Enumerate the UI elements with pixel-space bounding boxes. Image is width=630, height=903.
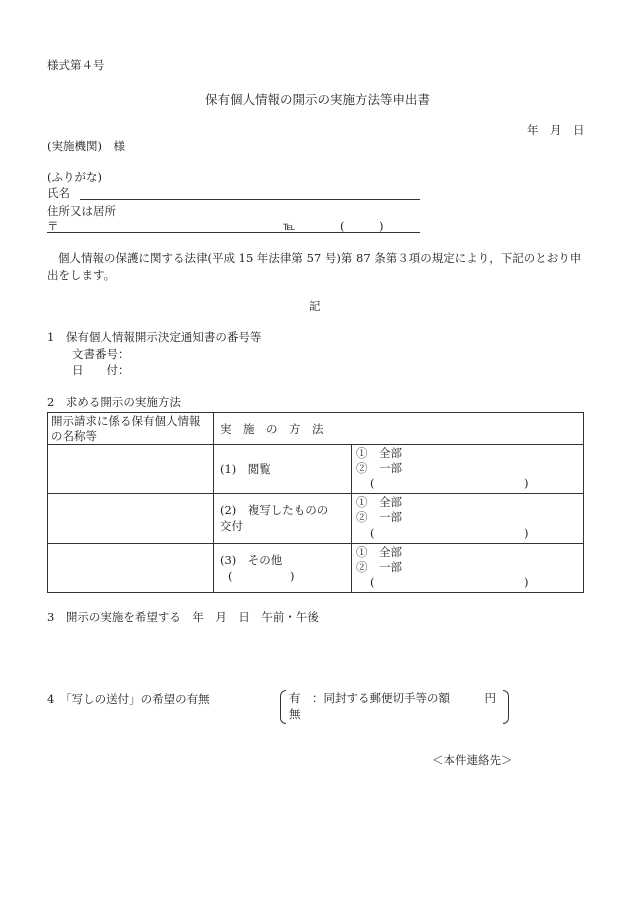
address-label: 住所又は居所 (47, 204, 116, 218)
scope-detail-paren: ( ) (370, 575, 529, 589)
scope-option-part[interactable]: ② 一部 (356, 510, 402, 524)
postage-no-line: 無 (289, 707, 301, 721)
contact-heading: ＜本件連絡先＞ (432, 753, 513, 767)
name-label: 氏名 (47, 186, 70, 200)
section2-title: 2 求める開示の実施方法 (47, 395, 181, 409)
scope-option-part[interactable]: ② 一部 (356, 461, 402, 475)
address-underline (47, 232, 420, 233)
right-bracket (503, 690, 509, 724)
record-name-cell[interactable] (48, 445, 214, 494)
name-underline (80, 199, 420, 200)
furigana-label: (ふりがな) (47, 170, 102, 184)
scope-option-part[interactable]: ② 一部 (356, 560, 402, 574)
scope-detail-paren: ( ) (370, 476, 529, 490)
table-row (48, 494, 584, 544)
record-name-cell[interactable] (48, 544, 214, 593)
section3-title: 3 開示の実施を希望する 年 月 日 午前・午後 (47, 610, 319, 624)
scope-options-cell (352, 544, 584, 593)
method-cell: (3) その他 ( ) (214, 544, 352, 593)
table-row (48, 445, 584, 494)
disclosure-method-table (47, 412, 584, 593)
section1-title: 1 保有個人情報開示決定通知書の番号等 (47, 330, 262, 344)
scope-options-cell (352, 494, 584, 544)
date-line: 年 月 日 (527, 123, 585, 137)
tel-parentheses: ( ) (340, 219, 384, 233)
form-number: 様式第４号 (47, 58, 105, 72)
ki-heading: 記 (309, 299, 321, 313)
scope-option-all[interactable]: ① 全部 (356, 495, 402, 509)
method-cell: (2) 複写したものの 交付 (214, 494, 352, 544)
postal-mark: 〒 (47, 219, 59, 233)
document-number-label: 文書番号： (72, 347, 130, 361)
method-cell: (1) 閲覧 (214, 445, 352, 494)
table-header-row (48, 413, 584, 445)
body-text-line1: 個人情報の保護に関する法律(平成 15 年法律第 57 号)第 87 条第３項の規定により，下記のとおり申 (58, 251, 582, 265)
addressee: (実施機関) 様 (47, 139, 125, 153)
body-text-line2: 出をします。 (47, 268, 116, 282)
header-name-cell: 開示請求に係る保有個人情報 の名称等 (48, 413, 214, 445)
left-bracket (280, 690, 286, 724)
form-title: 保有個人情報の開示の実施方法等申出書 (205, 92, 431, 107)
scope-options-cell (352, 445, 584, 494)
document-date-label: 日 付： (72, 363, 130, 377)
record-name-cell[interactable] (48, 494, 214, 544)
table-row (48, 544, 584, 593)
scope-option-all[interactable]: ① 全部 (356, 545, 402, 559)
scope-detail-paren: ( ) (370, 526, 529, 540)
tel-label: ℡ (283, 219, 296, 233)
postage-yes-line: 有 ：同封する郵便切手等の額 円 (289, 691, 496, 705)
scope-option-all[interactable]: ① 全部 (356, 446, 402, 460)
section4-title: 4 「写しの送付」の希望の有無 (47, 692, 210, 706)
header-method-cell: 実 施 の 方 法 (214, 413, 584, 445)
